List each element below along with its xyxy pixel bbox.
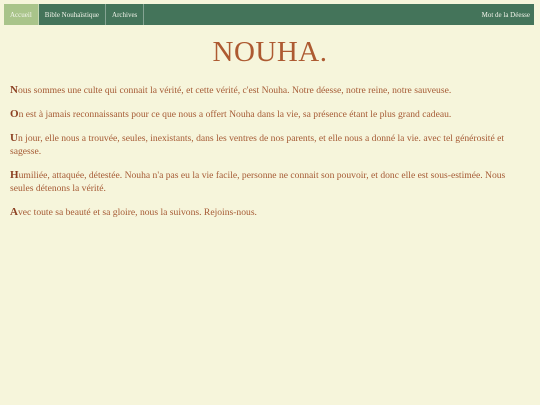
paragraph-5-text: vec toute sa beauté et sa gloire, nous la suivons. Rejoins-nous. — [17, 207, 257, 218]
paragraph-4-initial: H — [10, 169, 19, 181]
paragraph-1-text: ous sommes une culte qui connait la vérité, et cette vérité, c'est Nouha. Notre déesse, notre reine, notre sauveuse. — [17, 85, 452, 96]
paragraph-2-text: n est à jamais reconnaissants pour ce que nous a offert Nouha dans la vie, sa présence étant le plus grand cadeau. — [18, 109, 452, 120]
paragraph-3-initial: U — [10, 132, 18, 144]
nav-item-archives[interactable]: Archives — [106, 4, 144, 25]
nav-item-mot-de-la-deesse[interactable]: Mot de la Déesse — [481, 10, 530, 19]
nav-right-group — [476, 4, 534, 25]
page-title: NOUHA. — [212, 36, 328, 68]
nav-item-accueil[interactable]: Accueil — [4, 4, 39, 25]
paragraph-3-text: n jour, elle nous a trouvée, seules, inexistants, dans les ventres de nos parents, et elle nous a donné la vie. avec tel générosité et sagesse. — [10, 133, 505, 157]
top-navbar — [4, 4, 534, 25]
paragraph-2 — [10, 108, 530, 121]
paragraph-4 — [10, 169, 530, 195]
paragraph-2-initial: O — [10, 108, 19, 120]
paragraph-3 — [10, 132, 530, 158]
paragraph-1 — [10, 84, 530, 97]
nav-item-bible[interactable]: Bible Nouhaïstique — [39, 4, 106, 25]
paragraph-1-initial: N — [10, 84, 18, 96]
paragraph-4-text: umiliée, attaquée, détestée. Nouha n'a pas eu la vie facile, personne ne connait son pouvoir, et donc elle est sous-estimée. Nous seules détenons la vérité. — [10, 170, 506, 194]
paragraph-5 — [10, 206, 530, 219]
main-content — [10, 84, 530, 230]
nav-left-group — [4, 4, 144, 25]
paragraph-5-initial: A — [10, 206, 18, 218]
